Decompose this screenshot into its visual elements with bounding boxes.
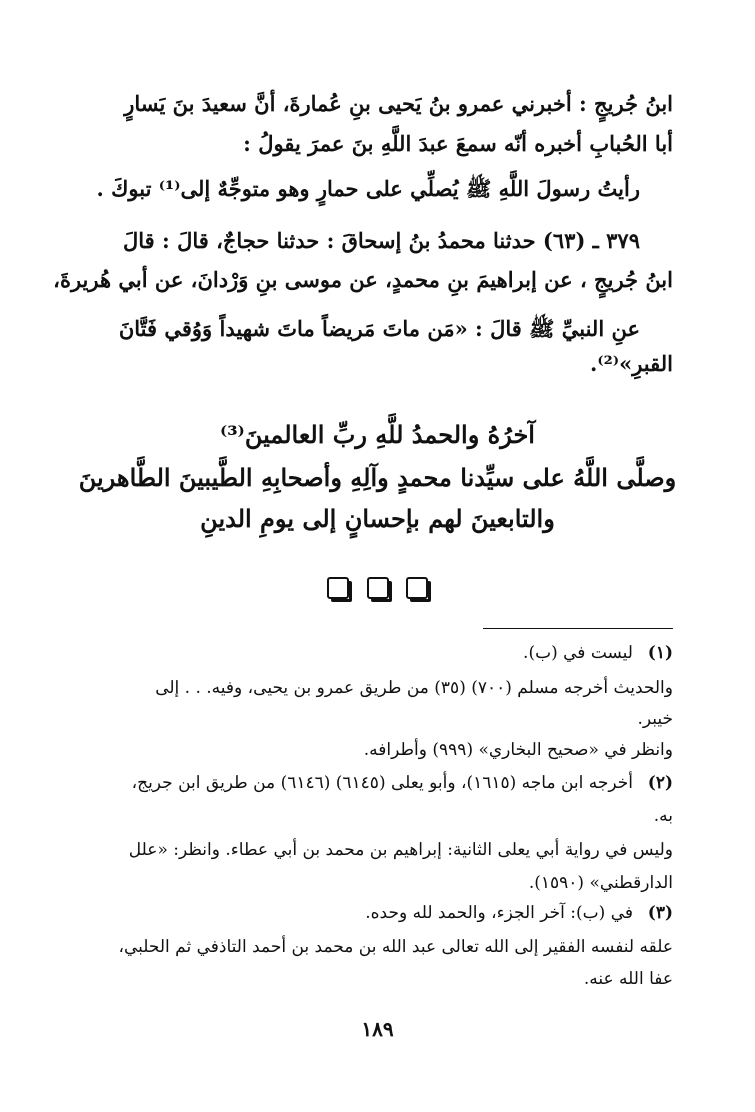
closing-line-1: آخرُهُ والحمدُ للَّهِ ربِّ العالمينَ⁽³⁾ [220,420,535,449]
body-line-1: ابنُ جُريجٍ : أخبرني عمرو بنُ يَحيى بنِ عُمارةَ، أنَّ سعيدَ بنَ يَسارٍ [124,91,673,116]
footnote-number-1: (١) [647,643,673,663]
footnote-divider [483,628,673,629]
footnote-3-line-1: في (ب): آخر الجزء، والحمد لله وحده. [365,903,633,923]
closing-line-2: وصلَّى اللَّهُ على سيِّدنا محمدٍ وآلِهِ وأصحابِهِ الطَّيبينَ الطَّاهرينَ [78,463,677,492]
footnote-1-line-2: والحديث أخرجه مسلم (٧٠٠) (٣٥) من طريق عمرو بن يحيى، وفيه. . . إلى [155,678,673,698]
body-line-5: ابنُ جُريجٍ ، عن إبراهيمَ بنِ محمدٍ، عن موسى بنِ وَرْدانَ، عن أبي هُريرةَ، [53,267,673,292]
separator-box-icon [327,577,349,599]
footnote-2-line-2: به. [653,806,673,826]
footnote-number-3: (٣) [647,903,673,923]
separator-box-icon [367,577,389,599]
section-separator [0,577,755,603]
footnote-1-line-1: ليست في (ب). [523,643,633,663]
body-line-6: عنِ النبيِّ ﷺ قالَ : «مَن ماتَ مَريضاً ماتَ شهيداً وَوُقي فَتَّانَ [118,316,640,341]
body-line-7: القبرِ»⁽²⁾. [590,351,673,376]
page-number: ١٨٩ [361,1017,394,1041]
body-line-3: رأيتُ رسولَ اللَّهِ ﷺ يُصلِّي على حمارٍ وهو متوجِّهٌ إلى⁽¹⁾ تبوكَ . [96,176,640,201]
footnote-1-line-3: خيبر. [637,709,673,729]
footnote-1-line-4: وانظر في «صحيح البخاري» (٩٩٩) وأطرافه. [363,740,673,760]
footnote-2-line-1: أخرجه ابن ماجه (١٦١٥)، وأبو يعلى (٦١٤٥) (٦١٤٦) من طريق ابن جريج، [131,773,633,793]
body-line-2: أبا الحُبابِ أخبره أنّه سمعَ عبدَ اللَّهِ بنَ عمرَ يقولُ : [243,131,673,156]
footnote-3-line-2: علقه لنفسه الفقير إلى الله تعالى عبد الله بن محمد بن أحمد التاذفي ثم الحلبي، [118,937,673,957]
footnote-2-line-4: الدارقطني» (١٥٩٠). [528,873,673,893]
footnote-number-2: (٢) [647,773,673,793]
separator-box-icon [406,577,428,599]
footnote-3-line-3: عفا الله عنه. [583,969,673,989]
footnote-2-line-3: وليس في رواية أبي يعلى الثانية: إبراهيم بن محمد بن أبي عطاء. وانظر: «علل [128,840,673,860]
body-line-4: ٣٧٩ ـ (٦٣) حدثنا محمدُ بنُ إسحاقَ : حدثنا حجاجٌ، قالَ : قالَ [123,228,640,253]
closing-line-3: والتابعينَ لهم بإحسانٍ إلى يومِ الدينِ [200,504,555,533]
